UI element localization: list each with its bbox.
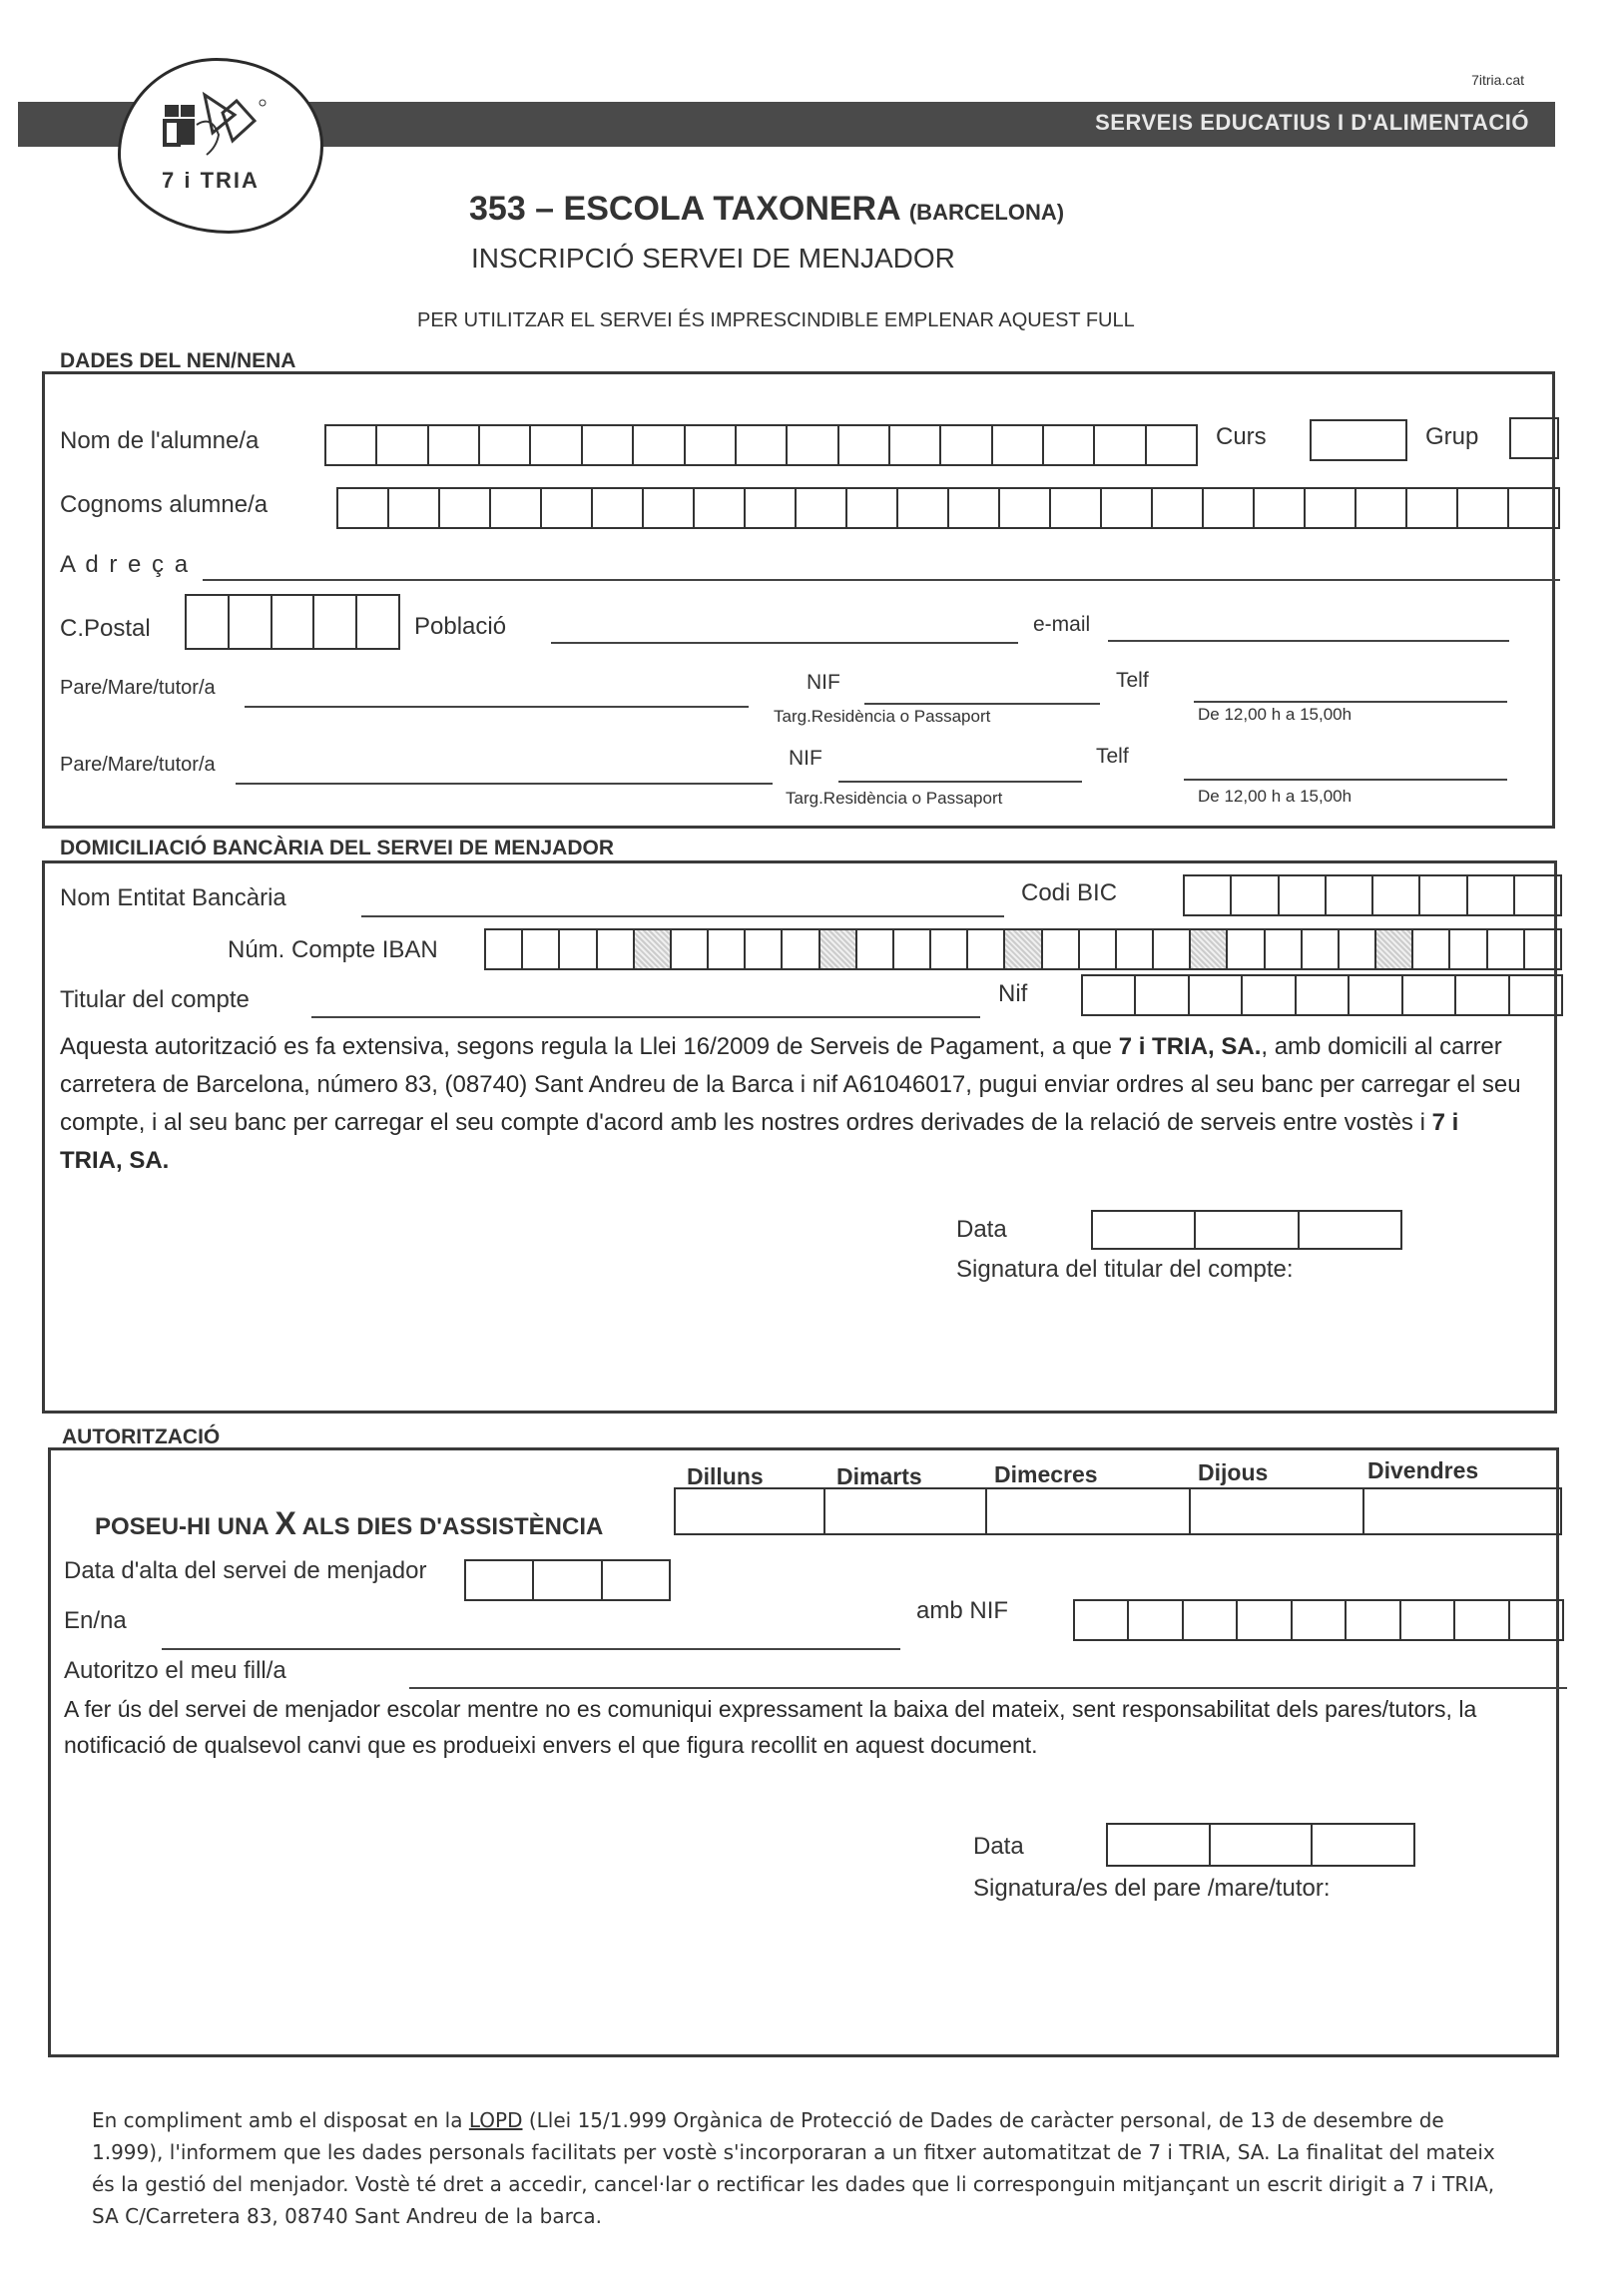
address-label: A d r e ç a (60, 551, 191, 578)
input-cell[interactable] (818, 930, 855, 968)
input-cell[interactable] (1486, 930, 1523, 968)
email-label: e-mail (1033, 613, 1091, 636)
input-cell[interactable] (1405, 489, 1456, 527)
postal-code-field[interactable] (185, 594, 400, 650)
input-cell[interactable] (1298, 1212, 1400, 1248)
instruction-pre: POSEU-HI UNA (95, 1513, 275, 1540)
student-name-label: Nom de l'alumne/a (60, 427, 260, 454)
logo-mark-icon (157, 85, 276, 165)
input-cell[interactable] (601, 1561, 669, 1599)
parent1-label: Pare/Mare/tutor/a (60, 677, 216, 699)
parent1-phone-note: De 12,00 h a 15,00h (1198, 705, 1353, 724)
input-cell[interactable] (1151, 489, 1202, 527)
input-cell[interactable] (1418, 876, 1465, 914)
holder-nif-label: Nif (998, 980, 1028, 1007)
input-cell[interactable] (1253, 489, 1304, 527)
input-cell[interactable] (1448, 930, 1485, 968)
input-cell[interactable] (521, 930, 558, 968)
privacy-notice (92, 2104, 1509, 2232)
parent1-phone-field[interactable] (1194, 701, 1507, 703)
company-logo (118, 58, 323, 234)
holder-signature-area[interactable] (956, 1293, 1535, 1393)
child-authorize-field[interactable] (409, 1687, 1567, 1689)
input-cell[interactable] (1399, 1601, 1453, 1639)
iban-label: Núm. Compte IBAN (228, 936, 438, 963)
attendance-instruction (95, 1505, 603, 1542)
input-cell[interactable] (991, 426, 1042, 464)
parent-nif-field[interactable] (1073, 1599, 1564, 1641)
input-cell[interactable] (670, 930, 707, 968)
input-cell[interactable] (892, 930, 929, 968)
bank-date-field[interactable] (1091, 1210, 1402, 1250)
day-label-monday: Dilluns (687, 1463, 764, 1489)
input-cell[interactable] (1145, 426, 1196, 464)
account-holder-label: Titular del compte (60, 986, 250, 1013)
input-cell[interactable] (1325, 876, 1371, 914)
parent1-name-field[interactable] (245, 706, 749, 708)
bic-field[interactable] (1183, 874, 1562, 916)
input-cell[interactable] (1115, 930, 1152, 968)
input-cell[interactable] (1348, 976, 1400, 1014)
input-cell[interactable] (966, 930, 1003, 968)
input-cell[interactable] (1134, 976, 1187, 1014)
input-cell[interactable] (338, 489, 387, 527)
parent2-phone-label: Telf (1096, 745, 1129, 768)
child-authorize-label: Autoritzo el meu fill/a (64, 1657, 286, 1684)
town-field[interactable] (551, 642, 1018, 644)
input-cell[interactable] (1209, 1825, 1312, 1865)
parent-date-field[interactable] (1106, 1823, 1415, 1867)
day-label-friday: Divendres (1367, 1457, 1479, 1483)
start-date-field[interactable] (464, 1559, 671, 1601)
parent-signature-label: Signatura/es del pare /mare/tutor: (973, 1875, 1331, 1902)
attendance-checkbox-tuesday[interactable] (825, 1489, 987, 1533)
input-cell[interactable] (1185, 876, 1230, 914)
input-cell[interactable] (1301, 930, 1338, 968)
input-cell[interactable] (1202, 489, 1253, 527)
fill-notice: PER UTILITZAR EL SERVEI ÉS IMPRESCINDIBLE EMPLENAR AQUEST FULL (417, 309, 1135, 331)
input-cell[interactable] (1338, 930, 1374, 968)
account-holder-field[interactable] (311, 1016, 980, 1018)
parent-name-label: En/na (64, 1607, 127, 1634)
input-cell[interactable] (427, 426, 478, 464)
privacy-text-pre: En compliment amb el disposat en la (92, 2108, 469, 2132)
input-cell[interactable] (1508, 976, 1561, 1014)
input-cell[interactable] (1188, 976, 1241, 1014)
input-cell[interactable] (1230, 876, 1277, 914)
parent-date-label: Data (973, 1833, 1024, 1860)
input-cell[interactable] (1507, 489, 1558, 527)
input-cell[interactable] (735, 426, 786, 464)
input-cell[interactable] (781, 930, 817, 968)
input-cell[interactable] (1241, 976, 1294, 1014)
input-cell[interactable] (1291, 1601, 1345, 1639)
company-name: 7 i TRIA, SA. (60, 1109, 1459, 1174)
input-cell[interactable] (707, 930, 744, 968)
input-cell[interactable] (187, 596, 228, 648)
parent-nif-label: amb NIF (916, 1597, 1009, 1624)
school-name: 353 – ESCOLA TAXONERA (469, 190, 900, 228)
input-cell[interactable] (581, 426, 632, 464)
instruction-post: ALS DIES D'ASSISTÈNCIA (295, 1513, 604, 1540)
input-cell[interactable] (1075, 1601, 1127, 1639)
student-name-field[interactable] (324, 424, 1198, 466)
input-cell[interactable] (1236, 1601, 1290, 1639)
input-cell[interactable] (1354, 489, 1405, 527)
parent2-label: Pare/Mare/tutor/a (60, 754, 216, 776)
parent-signature-area[interactable] (973, 1912, 1542, 2031)
holder-signature-label: Signatura del titular del compte: (956, 1256, 1294, 1283)
day-label-thursday: Dijous (1198, 1459, 1269, 1485)
input-cell[interactable] (1454, 976, 1507, 1014)
input-cell[interactable] (1108, 1825, 1209, 1865)
input-cell[interactable] (355, 596, 398, 648)
input-cell[interactable] (486, 930, 521, 968)
group-label: Grup (1425, 423, 1479, 450)
input-cell[interactable] (1278, 876, 1325, 914)
input-cell[interactable] (312, 596, 355, 648)
parent2-phone-field[interactable] (1184, 779, 1507, 781)
input-cell[interactable] (1083, 976, 1134, 1014)
child-section-heading: DADES DEL NEN/NENA (60, 349, 296, 372)
input-cell[interactable] (326, 426, 375, 464)
day-label-tuesday: Dimarts (836, 1463, 922, 1489)
email-field[interactable] (1108, 640, 1509, 642)
input-cell[interactable] (228, 596, 271, 648)
input-cell[interactable] (529, 426, 580, 464)
bic-label: Codi BIC (1021, 879, 1118, 906)
input-cell[interactable] (540, 489, 591, 527)
input-cell[interactable] (632, 426, 683, 464)
input-cell[interactable] (591, 489, 642, 527)
bank-date-label: Data (956, 1216, 1007, 1243)
input-cell[interactable] (947, 489, 998, 527)
input-cell[interactable] (1311, 1825, 1413, 1865)
input-cell[interactable] (998, 489, 1049, 527)
input-cell[interactable] (896, 489, 947, 527)
input-cell[interactable] (939, 426, 990, 464)
parent2-name-field[interactable] (236, 783, 773, 785)
input-cell[interactable] (744, 489, 795, 527)
bank-name-field[interactable] (361, 915, 1004, 917)
input-cell[interactable] (1371, 876, 1418, 914)
input-cell[interactable] (1152, 930, 1189, 968)
attendance-days-grid (674, 1487, 1562, 1535)
input-cell[interactable] (693, 489, 744, 527)
input-cell[interactable] (466, 1561, 532, 1599)
parent1-phone-label: Telf (1116, 669, 1149, 692)
input-cell[interactable] (271, 596, 313, 648)
attendance-checkbox-thursday[interactable] (1191, 1489, 1364, 1533)
input-cell[interactable] (633, 930, 670, 968)
page-title (469, 190, 1064, 229)
parent2-nif-field[interactable] (838, 781, 1082, 783)
input-cell[interactable] (1264, 930, 1301, 968)
lopd-link[interactable]: LOPD (468, 2108, 523, 2132)
input-cell[interactable] (438, 489, 489, 527)
input-cell[interactable] (1466, 876, 1513, 914)
input-cell[interactable] (837, 426, 888, 464)
authorization-section-heading: AUTORITZACIÓ (62, 1425, 221, 1448)
input-cell[interactable] (1093, 1212, 1194, 1248)
input-cell[interactable] (1003, 930, 1040, 968)
address-field[interactable] (203, 579, 1560, 581)
input-cell[interactable] (786, 426, 836, 464)
input-cell[interactable] (1304, 489, 1354, 527)
parent-name-field[interactable] (162, 1648, 900, 1650)
input-cell[interactable] (375, 426, 426, 464)
input-cell[interactable] (1374, 930, 1411, 968)
input-cell[interactable] (929, 930, 966, 968)
attendance-checkbox-friday[interactable] (1364, 1489, 1560, 1533)
course-field[interactable] (1310, 419, 1407, 461)
input-cell[interactable] (855, 930, 892, 968)
input-cell[interactable] (1345, 1601, 1398, 1639)
course-label: Curs (1216, 423, 1267, 450)
bank-section-heading: DOMICILIACIÓ BANCÀRIA DEL SERVEI DE MENJADOR (60, 837, 614, 859)
day-label-wednesday: Dimecres (994, 1461, 1098, 1487)
input-cell[interactable] (558, 930, 595, 968)
input-cell[interactable] (845, 489, 896, 527)
parent1-nif-note: Targ.Residència o Passaport (774, 707, 991, 726)
parent1-nif-field[interactable] (864, 703, 1100, 705)
input-cell[interactable] (489, 489, 540, 527)
page-subtitle: INSCRIPCIÓ SERVEI DE MENJADOR (471, 243, 955, 274)
parent1-nif-label: NIF (807, 671, 840, 694)
surname-field[interactable] (336, 487, 1560, 529)
input-cell[interactable] (1513, 876, 1560, 914)
attendance-checkbox-wednesday[interactable] (987, 1489, 1191, 1533)
input-cell[interactable] (1295, 976, 1348, 1014)
input-cell[interactable] (1127, 1601, 1181, 1639)
input-cell[interactable] (744, 930, 781, 968)
bank-name-label: Nom Entitat Bancària (60, 884, 286, 911)
parent2-nif-note: Targ.Residència o Passaport (786, 789, 1003, 808)
input-cell[interactable] (1049, 489, 1100, 527)
input-cell[interactable] (1078, 930, 1115, 968)
input-cell[interactable] (1194, 1212, 1297, 1248)
input-cell[interactable] (596, 930, 633, 968)
input-cell[interactable] (642, 489, 693, 527)
town-label: Població (414, 613, 507, 640)
input-cell[interactable] (1189, 930, 1226, 968)
input-cell[interactable] (1523, 930, 1560, 968)
surname-label: Cognoms alumne/a (60, 491, 269, 518)
parent2-phone-note: De 12,00 h a 15,00h (1198, 787, 1353, 806)
input-cell[interactable] (387, 489, 438, 527)
input-cell[interactable] (1401, 976, 1454, 1014)
input-cell[interactable] (532, 1561, 600, 1599)
company-name: 7 i TRIA, SA. (1118, 1033, 1262, 1060)
input-cell[interactable] (1411, 930, 1448, 968)
input-cell[interactable] (888, 426, 939, 464)
school-city: (BARCELONA) (908, 200, 1065, 225)
input-cell[interactable] (1182, 1601, 1236, 1639)
instruction-x: X (274, 1505, 296, 1541)
input-cell[interactable] (684, 426, 735, 464)
parent2-nif-label: NIF (789, 747, 822, 770)
input-cell[interactable] (1093, 426, 1144, 464)
input-cell[interactable] (1508, 1601, 1562, 1639)
auth-text-1: Aquesta autorització es fa extensiva, segons regula la Llei 16/2009 de Serveis de Pagament, a que (60, 1033, 1119, 1060)
input-cell[interactable] (795, 489, 845, 527)
input-cell[interactable] (1453, 1601, 1507, 1639)
postal-code-label: C.Postal (60, 615, 151, 642)
input-cell[interactable] (1041, 930, 1078, 968)
logo-text: 7 i TRIA (162, 168, 260, 193)
input-cell[interactable] (1100, 489, 1151, 527)
website-link[interactable]: 7itria.cat (1471, 72, 1524, 88)
consent-text: A fer ús del servei de menjador escolar mentre no es comuniqui expressament la baixa del mateix, sent responsabilitat dels pares/tutors, la notificació de qualsevol canvi que es produeixi envers el que figura recollit en aquest document. (64, 1696, 1477, 1758)
iban-field[interactable] (484, 928, 1562, 970)
input-cell[interactable] (478, 426, 529, 464)
attendance-checkbox-monday[interactable] (676, 1489, 825, 1533)
auth-text-2: , amb domicili al carrer carretera de Barcelona, número 83, (08740) Sant Andreu de la Barca i nif A61046017, pugui enviar ordres al seu banc per carregar el seu compte, i al seu banc per carregar el seu compte d'acord amb les nostres ordres derivades de la relació de serveis entre vostès i (60, 1033, 1521, 1136)
banner-text: SERVEIS EDUCATIUS I D'ALIMENTACIÓ (1095, 110, 1529, 135)
group-field[interactable] (1509, 417, 1559, 459)
start-date-label: Data d'alta del servei de menjador (64, 1557, 427, 1584)
input-cell[interactable] (1042, 426, 1093, 464)
holder-nif-field[interactable] (1081, 974, 1563, 1016)
input-cell[interactable] (1456, 489, 1507, 527)
input-cell[interactable] (1226, 930, 1263, 968)
bank-authorization-text (60, 1028, 1527, 1180)
privacy-text-post: (Llei 15/1.999 Orgànica de Protecció de Dades de caràcter personal, de 13 de desembre de 1.999), l'informem que les dades personals facilitats per vostè s'incorporaran a un fitxer automatitzat de 7 i TRIA, SA. La finalitat del mateix és la gestió del menjador. Vostè té dret a accedir, cancel·lar o rectificar les dades que li corresponguin mitjançant un escrit dirigit a 7 i TRIA, SA C/Carretera 83, 08740 Sant Andreu de la barca. (92, 2108, 1495, 2228)
